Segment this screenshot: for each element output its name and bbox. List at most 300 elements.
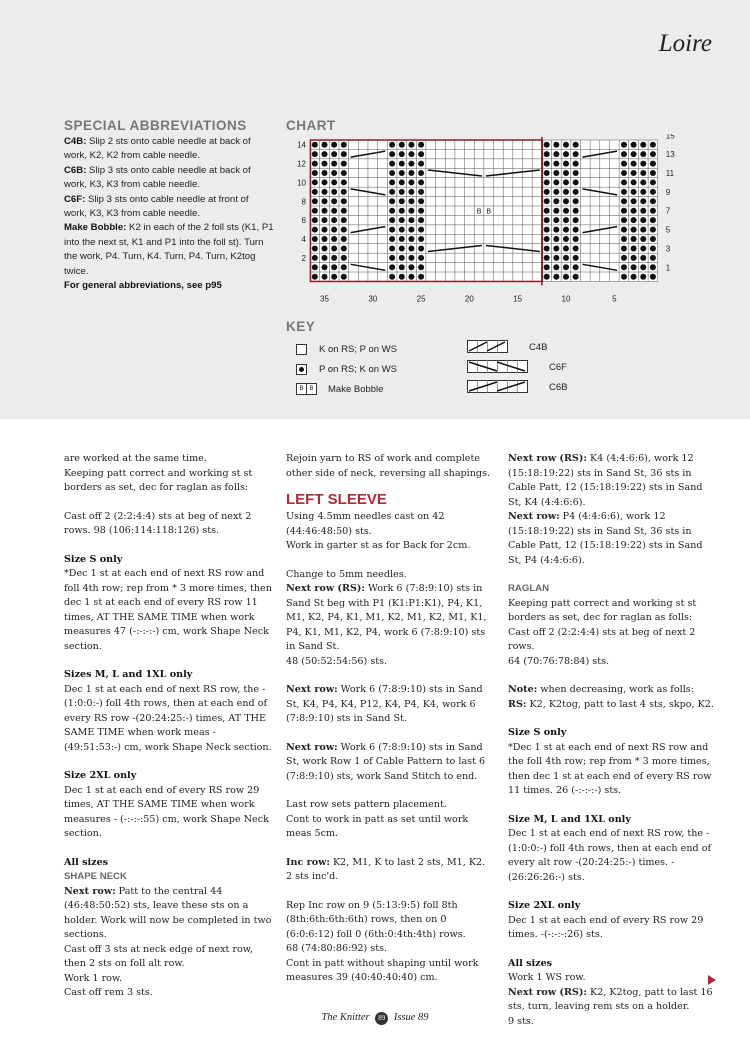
purl-dot — [341, 161, 347, 167]
purl-dot — [631, 217, 637, 223]
purl-dot — [389, 189, 395, 195]
purl-dot — [321, 161, 327, 167]
purl-dot — [389, 255, 395, 261]
subsection-heading: SHAPE NECK — [64, 871, 127, 882]
purl-dot — [321, 264, 327, 270]
abbreviations-heading: SPECIAL ABBREVIATIONS — [64, 118, 247, 133]
instruction-text: Patt to the central 44 (46:48:50:52) sts, leave these sts on a holder. Work will now be completed in two sections. — [64, 885, 272, 940]
purl-dot — [650, 161, 656, 167]
purl-dot — [389, 245, 395, 251]
instruction-paragraph — [286, 452, 496, 481]
abbr-general: For general abbreviations, see p95 — [64, 280, 222, 292]
purl-dot — [418, 227, 424, 233]
purl-dot — [631, 198, 637, 204]
purl-dot — [312, 208, 318, 214]
purl-dot — [389, 198, 395, 204]
purl-dot — [544, 236, 550, 242]
purl-dot — [650, 236, 656, 242]
purl-dot — [650, 245, 656, 251]
purl-dot — [650, 227, 656, 233]
purl-dot — [650, 151, 656, 157]
purl-dot — [563, 142, 569, 148]
row-label-right: 5 — [665, 225, 671, 235]
purl-dot — [563, 208, 569, 214]
stitch-label: 15 — [513, 294, 523, 304]
purl-dot — [341, 179, 347, 185]
purl-dot — [563, 161, 569, 167]
purl-dot — [312, 236, 318, 242]
purl-dot — [621, 198, 627, 204]
purl-dot — [650, 264, 656, 270]
instruction-text: Work in garter st as for Back for 2cm. — [286, 540, 471, 551]
column-right — [508, 452, 718, 1029]
purl-dot — [650, 217, 656, 223]
instruction-text: K4 (4:4:6:6), work 12 (15:18:19:22) sts in Sand St, 36 sts in Cable Patt, 12 (15:18:19:22) sts in Sand St, K4 (4:4:6:6). — [508, 453, 703, 508]
subsection-heading: RAGLAN — [508, 583, 550, 594]
instruction-paragraph — [508, 510, 718, 568]
purl-dot — [544, 179, 550, 185]
purl-dot — [573, 274, 579, 280]
purl-dot — [553, 264, 559, 270]
purl-dot — [399, 245, 405, 251]
purl-dot — [331, 236, 337, 242]
purl-dot — [418, 170, 424, 176]
instruction-paragraph — [286, 957, 496, 986]
purl-dot — [341, 142, 347, 148]
instruction-paragraph — [508, 827, 718, 885]
purl-dot — [563, 245, 569, 251]
purl-dot — [408, 245, 414, 251]
size-heading: Size M, L and 1XL only — [508, 813, 631, 825]
instruction-text: Cast off rem 3 sts. — [64, 987, 153, 998]
purl-dot — [650, 208, 656, 214]
purl-dot — [331, 274, 337, 280]
purl-dot — [631, 161, 637, 167]
purl-dot — [573, 245, 579, 251]
chart-heading: CHART — [286, 118, 336, 133]
knit-symbol-icon — [296, 344, 307, 355]
purl-dot — [399, 264, 405, 270]
purl-dot — [640, 198, 646, 204]
purl-dot — [631, 151, 637, 157]
instruction-text: Work 1 WS row. — [508, 972, 586, 983]
purl-dot — [418, 179, 424, 185]
abbr-make-bobble: Make Bobble: K2 in each of the 2 foll sts (K1, P1 into the next st, K1 and P1 into the foll st). Turn the work, P4. Turn, K4. Turn, P4. Turn, K2tog twice. — [64, 222, 274, 277]
purl-dot — [573, 255, 579, 261]
key-item-c6b: C6B — [467, 380, 567, 394]
purl-dot — [553, 170, 559, 176]
row-label: RS: — [508, 698, 527, 710]
instruction-text: K2, M1, K to last 2 sts, M1, K2. — [329, 856, 486, 868]
row-label: Next row (RS): — [508, 453, 587, 464]
size-heading: All sizes — [64, 856, 109, 868]
purl-dot — [621, 208, 627, 214]
instruction-text: Dec 1 st at each end of next RS row, the -(1:0:0:-) foll 4th rows, then at each end of every RS row -(20:24:25:-) times, AT THE SAME TIME when work meas - (49:51:53:-) cm, work Shape Neck section. — [64, 683, 272, 753]
purl-dot — [408, 198, 414, 204]
size-heading: Size 2XL only — [64, 770, 137, 781]
purl-dot — [399, 208, 405, 214]
purl-dot — [408, 189, 414, 195]
purl-dot — [573, 217, 579, 223]
purl-dot — [399, 142, 405, 148]
instruction-text: are worked at the same time. — [64, 453, 207, 464]
purl-dot — [544, 161, 550, 167]
purl-dot — [640, 227, 646, 233]
row-label-right: 3 — [665, 244, 671, 254]
instruction-text: Keeping patt correct and working st st borders as set, dec for raglan as folls: — [64, 467, 253, 493]
spacer — [64, 755, 274, 769]
purl-dot — [544, 198, 550, 204]
purl-dot — [544, 217, 550, 223]
instruction-paragraph — [508, 452, 718, 510]
stitch-label: 10 — [561, 294, 571, 304]
purl-dot — [321, 236, 327, 242]
spacer — [64, 842, 274, 856]
purl-dot — [640, 208, 646, 214]
purl-dot — [573, 236, 579, 242]
purl-dot — [553, 274, 559, 280]
stitch-label: 30 — [368, 294, 378, 304]
purl-dot — [563, 255, 569, 261]
purl-dot — [399, 198, 405, 204]
spacer — [508, 799, 718, 813]
purl-dot — [341, 198, 347, 204]
instruction-paragraph — [286, 568, 496, 583]
purl-dot — [321, 142, 327, 148]
purl-dot — [640, 236, 646, 242]
purl-dot — [321, 245, 327, 251]
purl-dot — [408, 274, 414, 280]
row-label-left: 2 — [301, 253, 306, 263]
purl-dot — [631, 189, 637, 195]
purl-dot — [341, 170, 347, 176]
instruction-text: Dec 1 st at each end of every RS row 29 times. -(-:-:-:26) sts. — [508, 914, 704, 940]
purl-dot — [544, 189, 550, 195]
instruction-text: when decreasing, work as folls: — [537, 684, 694, 695]
purl-dot — [621, 236, 627, 242]
purl-dot — [544, 151, 550, 157]
instruction-text: Work 1 row. — [64, 972, 123, 984]
purl-dot — [553, 151, 559, 157]
row-label: Next row (RS): — [508, 986, 587, 998]
purl-dot — [389, 227, 395, 233]
purl-dot — [640, 170, 646, 176]
purl-dot — [312, 189, 318, 195]
purl-dot — [418, 208, 424, 214]
purl-dot — [399, 217, 405, 223]
purl-dot — [563, 189, 569, 195]
cable-chart — [276, 134, 686, 306]
purl-dot — [321, 170, 327, 176]
instruction-paragraph — [508, 986, 718, 1015]
instruction-paragraph — [64, 972, 274, 987]
purl-dot — [650, 189, 656, 195]
page-footer: The Knitter 89 Issue 89 — [321, 1012, 429, 1023]
purl-dot — [631, 274, 637, 280]
row-label: Note: — [508, 684, 538, 695]
spacer — [286, 842, 496, 856]
instruction-paragraph — [286, 510, 496, 539]
instruction-text: Work 6 (7:8:9:10) sts in Sand St beg with P1 (K1:P1:K1), P4, K1, M1, K2, P4, K1, M1, K2, M1, K2, M1, K1, P4, K1, M1, K2, P4, work 6 (7:8:9:10) sts in Sand St. — [286, 583, 487, 652]
purl-dot — [418, 142, 424, 148]
purl-dot — [640, 189, 646, 195]
instruction-text: 9 sts. — [508, 1015, 534, 1027]
section-heading: LEFT SLEEVE — [286, 491, 387, 508]
instruction-paragraph — [64, 885, 274, 943]
purl-dot — [553, 255, 559, 261]
purl-dot — [621, 255, 627, 261]
purl-dot — [321, 255, 327, 261]
purl-dot — [408, 170, 414, 176]
purl-dot — [563, 198, 569, 204]
spacer — [64, 539, 274, 553]
purl-dot — [573, 170, 579, 176]
purl-dot — [321, 198, 327, 204]
instruction-text: Cont in patt without shaping until work measures 39 (40:40:40:40) cm. — [286, 957, 479, 983]
purl-dot — [650, 179, 656, 185]
purl-dot — [399, 179, 405, 185]
purl-dot — [650, 198, 656, 204]
purl-dot — [640, 245, 646, 251]
purl-dot — [331, 179, 337, 185]
purl-dot — [408, 236, 414, 242]
instruction-paragraph — [286, 942, 496, 957]
purl-dot — [389, 236, 395, 242]
instruction-paragraph — [286, 870, 496, 885]
purl-dot — [399, 161, 405, 167]
purl-dot — [312, 274, 318, 280]
row-label-left: 12 — [297, 159, 306, 169]
purl-dot — [321, 151, 327, 157]
key-item-purl: P on RS; K on WS — [296, 362, 397, 376]
instruction-paragraph — [508, 683, 718, 698]
purl-dot — [631, 179, 637, 185]
instruction-paragraph — [286, 798, 496, 813]
purl-dot — [418, 189, 424, 195]
size-heading: All sizes — [508, 957, 553, 969]
purl-dot — [631, 236, 637, 242]
instruction-text: 68 (74:80:86:92) sts. — [286, 943, 388, 954]
instruction-text: Cast off 2 (2:2:4:4) sts at beg of next 2 rows. — [508, 626, 696, 652]
special-abbreviations — [64, 117, 274, 293]
purl-dot — [399, 274, 405, 280]
purl-dot — [631, 227, 637, 233]
purl-dot — [341, 274, 347, 280]
purl-dot — [621, 151, 627, 157]
purl-dot — [563, 264, 569, 270]
purl-dot — [650, 142, 656, 148]
size-heading: Size S only — [508, 727, 567, 738]
instruction-text: Using 4.5mm needles cast on 42 (44:46:48:50) sts. — [286, 511, 445, 537]
purl-dot — [389, 161, 395, 167]
row-label-right: 15 — [665, 134, 675, 141]
instruction-paragraph — [508, 655, 718, 670]
row-label-left: 8 — [301, 197, 306, 207]
c6f-symbol-icon — [467, 360, 537, 374]
purl-dot — [573, 189, 579, 195]
purl-dot — [408, 142, 414, 148]
purl-dot — [408, 151, 414, 157]
purl-dot — [418, 236, 424, 242]
c4b-symbol-icon — [467, 340, 517, 354]
instruction-paragraph — [64, 452, 274, 467]
instruction-paragraph — [64, 986, 274, 1001]
instruction-paragraph — [64, 467, 274, 496]
purl-dot — [573, 208, 579, 214]
key-item-knit: K on RS; P on WS — [296, 342, 397, 356]
instruction-text: 48 (50:52:54:56) sts. — [286, 655, 388, 667]
purl-dot — [621, 245, 627, 251]
purl-dot — [563, 170, 569, 176]
purl-dot — [399, 151, 405, 157]
row-label-right: 1 — [665, 263, 671, 273]
instruction-paragraph — [64, 567, 274, 654]
purl-dot — [341, 245, 347, 251]
instruction-text: K2, K2tog, patt to last 4 sts, skpo, K2. — [526, 698, 714, 710]
purl-dot — [573, 264, 579, 270]
page-number-badge: 89 — [375, 1012, 388, 1025]
purl-dot — [544, 274, 550, 280]
spacer — [286, 669, 496, 683]
purl-dot — [621, 170, 627, 176]
purl-dot — [331, 170, 337, 176]
purl-dot — [389, 274, 395, 280]
spacer — [286, 554, 496, 568]
instruction-text: Cast off 3 sts at neck edge of next row, then 2 sts on foll alt row. — [64, 943, 253, 969]
purl-dot — [312, 170, 318, 176]
stitch-label: 20 — [464, 294, 474, 304]
purl-dot — [631, 170, 637, 176]
instruction-paragraph — [64, 943, 274, 972]
purl-dot — [312, 198, 318, 204]
bobble-symbol-icon: B B — [296, 383, 317, 395]
purl-dot — [544, 227, 550, 233]
row-label: Next row: — [64, 885, 116, 897]
purl-dot — [631, 142, 637, 148]
purl-dot — [389, 217, 395, 223]
purl-dot — [553, 161, 559, 167]
purl-dot — [640, 142, 646, 148]
purl-dot — [553, 236, 559, 242]
purl-dot — [389, 179, 395, 185]
instruction-text: P4 (4:4:6:6), work 12 (15:18:19:22) sts in Sand St, 36 sts in Cable Patt, 12 (15:18:19:22) sts in Sand St, P4 (4:4:6:6). — [508, 511, 703, 566]
purl-dot — [418, 264, 424, 270]
spacer — [64, 654, 274, 668]
purl-dot — [408, 217, 414, 223]
instruction-text: *Dec 1 st at each end of next RS row and the foll 4th row; rep from * 3 more times, then dec 1 st at each end of every RS row 11 times. 26 (-:-:-:-) sts. — [508, 741, 712, 796]
purl-dot — [312, 142, 318, 148]
purl-dot — [312, 245, 318, 251]
c6b-symbol-icon — [467, 380, 537, 394]
stitch-label: 35 — [320, 294, 329, 304]
purl-dot — [399, 170, 405, 176]
purl-dot — [418, 255, 424, 261]
column-left — [64, 452, 274, 1001]
purl-dot — [341, 255, 347, 261]
instruction-text: Cont to work in patt as set until work meas 5cm. — [286, 813, 469, 839]
purl-dot — [631, 245, 637, 251]
instruction-text: K2, K2tog, patt to last 16 sts, turn, leaving rem sts on a holder. — [508, 986, 713, 1012]
instruction-text: 2 sts inc'd. — [286, 871, 339, 882]
instruction-paragraph — [286, 813, 496, 842]
instruction-paragraph — [64, 510, 274, 539]
instruction-paragraph — [508, 741, 718, 799]
purl-dot — [321, 274, 327, 280]
purl-dot — [341, 208, 347, 214]
purl-dot — [553, 217, 559, 223]
instruction-paragraph — [64, 683, 274, 756]
purl-dot — [399, 236, 405, 242]
purl-dot — [331, 217, 337, 223]
instruction-text: Last row sets pattern placement. — [286, 799, 447, 810]
row-label-left: 14 — [297, 140, 306, 150]
purl-dot — [389, 142, 395, 148]
spacer — [286, 885, 496, 899]
purl-dot — [418, 198, 424, 204]
abbr-c6b: C6B: Slip 3 sts onto cable needle at back of work, K3, K3 from cable needle. — [64, 164, 251, 191]
purl-dot — [553, 227, 559, 233]
purl-dot — [331, 142, 337, 148]
instruction-text: Rep Inc row on 9 (5:13:9:5) foll 8th (8th:6th:6th:6th) rows, then on 0 (6:0:6:12) foll 0 (6th:0:4th:4th) rows. — [286, 899, 466, 940]
purl-dot — [563, 227, 569, 233]
purl-dot — [399, 255, 405, 261]
purl-dot — [621, 274, 627, 280]
purl-dot — [408, 179, 414, 185]
instruction-text: Change to 5mm needles. — [286, 568, 407, 580]
purl-dot — [544, 264, 550, 270]
spacer — [508, 712, 718, 726]
purl-dot — [312, 264, 318, 270]
instruction-paragraph — [286, 539, 496, 554]
purl-dot — [573, 227, 579, 233]
abbr-c6f: C6F: Slip 3 sts onto cable needle at front of work, K3, K3 from cable needle. — [64, 193, 249, 220]
spacer — [286, 481, 496, 490]
purl-dot — [631, 264, 637, 270]
purl-dot — [640, 264, 646, 270]
instruction-text: Cast off 2 (2:2:4:4) sts at beg of next 2 rows. 98 (106:114:118:126) sts. — [64, 510, 252, 536]
purl-dot — [408, 227, 414, 233]
purl-dot — [341, 189, 347, 195]
pattern-title: Loire — [658, 30, 712, 57]
key-item-bobble: B B Make Bobble — [296, 382, 383, 396]
purl-dot — [640, 161, 646, 167]
purl-dot — [573, 179, 579, 185]
spacer — [508, 568, 718, 582]
row-label: Next row: — [286, 741, 338, 753]
purl-dot — [312, 227, 318, 233]
purl-dot — [640, 274, 646, 280]
instruction-paragraph — [286, 582, 496, 655]
purl-dot — [321, 217, 327, 223]
purl-dot — [312, 151, 318, 157]
key-item-c6f: C6F — [467, 360, 567, 374]
row-label-left: 4 — [301, 235, 306, 245]
instruction-paragraph — [286, 899, 496, 943]
purl-dot — [408, 264, 414, 270]
purl-dot — [408, 161, 414, 167]
purl-dot — [573, 161, 579, 167]
instruction-text: Work 6 (7:8:9:10) sts in Sand St, K4, P4, K4, P12, K4, P4, K4, work 6 (7:8:9:10) sts in Sand St. — [286, 684, 483, 724]
purl-dot — [312, 179, 318, 185]
bobble-mark: B — [476, 208, 482, 216]
spacer — [508, 885, 718, 899]
row-label: Next row: — [508, 511, 560, 522]
purl-dot — [631, 255, 637, 261]
purl-dot — [331, 189, 337, 195]
row-label-right: 13 — [665, 150, 675, 160]
purl-dot — [563, 236, 569, 242]
purl-dot — [321, 189, 327, 195]
